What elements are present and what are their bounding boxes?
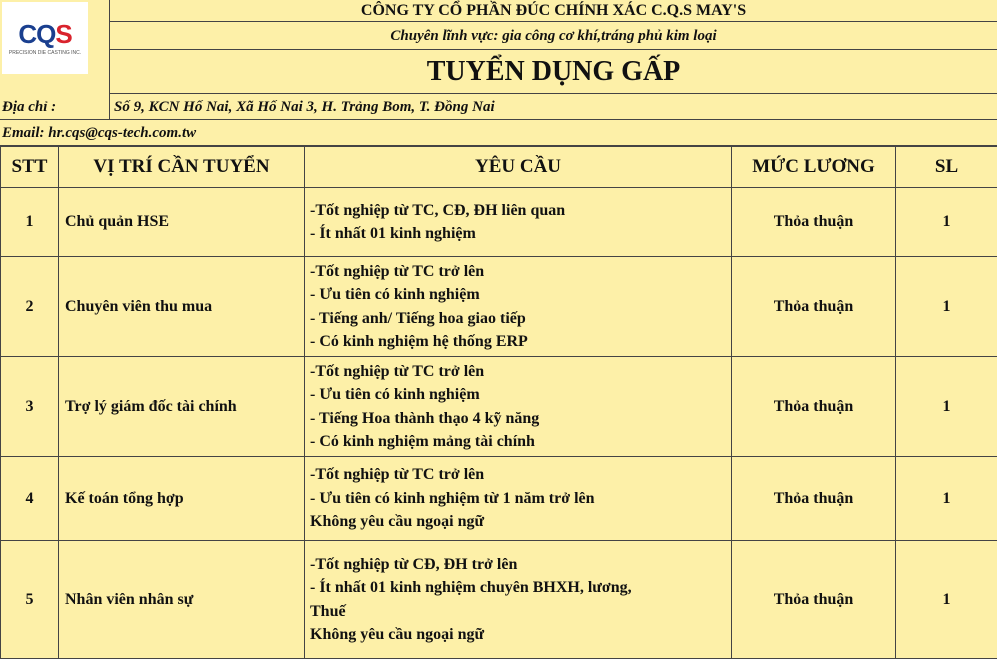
table-row [1,257,997,357]
cell-position: Chuyên viên thu mua [59,257,305,357]
cell-stt: 3 [1,357,59,457]
cell-qty: 1 [896,541,997,659]
col-header-salary: MỨC LƯƠNG [732,147,896,188]
requirement-line: -Tốt nghiệp từ CĐ, ĐH trở lên [310,555,518,573]
cell-stt: 5 [1,541,59,659]
cell-requirements [305,188,732,257]
address-label: Địa chỉ : [2,99,57,115]
company-field: Chuyên lĩnh vực: gia công cơ khí,tráng phủ kim loại [109,22,997,50]
requirement-line: -Tốt nghiệp từ TC trở lên [310,466,485,484]
table-row [1,357,997,457]
email-row: Email: hr.cqs@cqs-tech.com.tw [0,120,997,146]
table-header-row [1,147,997,188]
requirement-line: - Tiếng anh/ Tiếng hoa giao tiếp [310,309,526,327]
cell-position: Trợ lý giám đốc tài chính [59,357,305,457]
cell-qty: 1 [896,457,997,541]
address-value: Số 9, KCN Hố Nai, Xã Hố Nai 3, H. Trảng Bom, T. Đồng Nai [109,94,495,120]
requirement-line: - Có kinh nghiệm mảng tài chính [310,433,535,450]
cell-qty: 1 [896,188,997,257]
cell-position: Kế toán tổng hợp [59,457,305,541]
table-row [1,457,997,541]
requirement-line: - Ưu tiên có kinh nghiệm [310,286,480,303]
job-table [0,146,997,659]
requirement-line: Không yêu cầu ngoại ngữ [310,513,485,531]
cell-salary: Thỏa thuận [732,257,896,357]
col-header-stt: STT [1,147,59,188]
cell-qty: 1 [896,257,997,357]
logo-mark: CQS [18,18,72,49]
requirement-line: Thuế [310,602,346,620]
requirement-line: - Tiếng Hoa thành thạo 4 kỹ năng [310,409,540,427]
logo-subtext: PRECISION DIE CASTING INC. [8,49,82,56]
cell-position: Nhân viên nhân sự [59,541,305,659]
page-title: TUYỂN DỤNG GẤP [109,50,997,94]
cell-requirements [305,257,732,357]
cell-stt: 2 [1,257,59,357]
cell-stt: 4 [1,457,59,541]
cell-requirements [305,457,732,541]
cell-salary: Thỏa thuận [732,457,896,541]
requirement-line: - Ưu tiên có kinh nghiệm [310,386,480,403]
cell-stt: 1 [1,188,59,257]
requirement-line: -Tốt nghiệp từ TC, CĐ, ĐH liên quan [310,201,566,219]
requirement-line: - Có kinh nghiệm hệ thống ERP [310,333,528,350]
cell-salary: Thỏa thuận [732,357,896,457]
col-header-position: VỊ TRÍ CẦN TUYỂN [59,147,305,188]
col-header-qty: SL [896,147,997,188]
company-logo [2,2,88,74]
cell-salary: Thỏa thuận [732,541,896,659]
col-header-requirements: YÊU CẦU [305,147,732,188]
cell-salary: Thỏa thuận [732,188,896,257]
cell-position: Chủ quản HSE [59,188,305,257]
address-row [0,94,997,120]
requirement-line: - Ít nhất 01 kinh nghiệm chuyên BHXH, lương, [310,579,632,596]
table-row [1,188,997,257]
requirement-line: Không yêu cầu ngoại ngữ [310,626,485,643]
cell-requirements [305,541,732,659]
company-name: CÔNG TY CỔ PHẦN ĐÚC CHÍNH XÁC C.Q.S MAY'S [109,0,997,22]
table-row [1,541,997,659]
requirement-line: - Ưu tiên có kinh nghiệm từ 1 năm trở lên [310,489,595,507]
requirement-line: - Ít nhất 01 kinh nghiệm [310,225,476,242]
cell-requirements [305,357,732,457]
requirement-line: -Tốt nghiệp từ TC trở lên [310,362,485,380]
requirement-line: -Tốt nghiệp từ TC trở lên [310,262,485,280]
cell-qty: 1 [896,357,997,457]
